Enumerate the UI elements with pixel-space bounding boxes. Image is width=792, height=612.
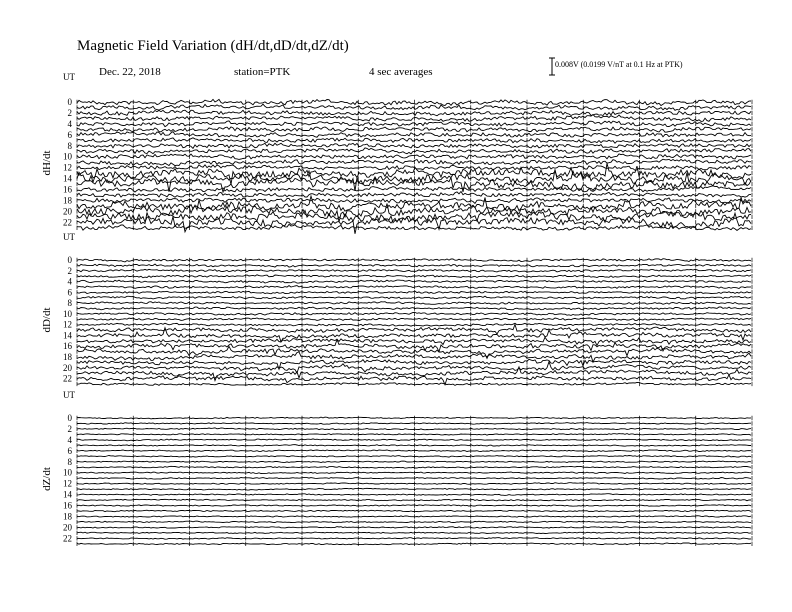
tick-label: 6 — [67, 445, 72, 456]
tick-label: 2 — [67, 107, 72, 118]
trace-dD-dt-11 — [77, 318, 751, 321]
trace-dH-dt-9 — [77, 148, 751, 154]
trace-dD-dt-8 — [77, 302, 751, 305]
trace-dZ-dt-16 — [77, 505, 751, 507]
trace-dH-dt-8 — [77, 143, 751, 148]
trace-dZ-dt-20 — [77, 527, 751, 529]
tick-label: 0 — [67, 413, 72, 423]
tick-label: 16 — [63, 341, 72, 352]
trace-dH-dt-7 — [77, 138, 751, 143]
trace-dZ-dt-2 — [77, 428, 751, 430]
tick-label: 12 — [63, 162, 72, 173]
trace-dZ-dt-1 — [77, 423, 751, 425]
trace-dD-dt-0 — [77, 259, 751, 262]
trace-dZ-dt-14 — [77, 494, 751, 496]
tick-label: 2 — [67, 265, 72, 276]
trace-dH-dt-10 — [77, 154, 751, 160]
averaging-label: 4 sec averages — [369, 66, 433, 78]
trace-dZ-dt-10 — [77, 472, 751, 474]
trace-dH-dt-4 — [77, 121, 751, 127]
tick-label: 10 — [63, 308, 72, 319]
tick-label: 22 — [63, 217, 72, 228]
tick-label: 18 — [63, 351, 72, 362]
trace-dZ-dt-23 — [77, 543, 751, 545]
tick-label: 10 — [63, 151, 72, 162]
tick-label: 20 — [63, 206, 72, 217]
trace-dH-dt-22 — [77, 213, 751, 234]
trace-dH-dt-5 — [77, 127, 751, 132]
trace-dZ-dt-6 — [77, 450, 751, 452]
trace-dD-dt-3 — [77, 275, 751, 278]
station-label: station=PTK — [234, 66, 291, 78]
tick-label: 0 — [67, 255, 72, 265]
trace-dZ-dt-21 — [77, 532, 751, 533]
trace-dH-dt-16 — [77, 186, 751, 192]
trace-dD-dt-6 — [77, 291, 751, 294]
tick-label: 12 — [63, 478, 72, 489]
tick-label: 2 — [67, 423, 72, 434]
tick-label: 10 — [63, 467, 72, 478]
tick-label: 12 — [63, 319, 72, 330]
tick-label: 18 — [63, 511, 72, 522]
tick-label: 8 — [67, 456, 72, 467]
trace-dD-dt-7 — [77, 296, 751, 299]
trace-dD-dt-5 — [77, 286, 751, 289]
trace-dZ-dt-15 — [77, 499, 751, 501]
tick-label: 4 — [67, 276, 72, 287]
trace-dD-dt-1 — [77, 264, 751, 267]
tick-label: 4 — [67, 118, 72, 129]
scale-bar-label: 0.008V (0.0199 V/nT at 0.1 Hz at PTK) — [555, 60, 683, 69]
trace-dH-dt-2 — [77, 110, 751, 116]
tick-label: 8 — [67, 140, 72, 151]
trace-dH-dt-6 — [77, 132, 751, 138]
trace-dH-dt-1 — [77, 104, 751, 110]
ut-label: UT — [63, 232, 75, 242]
tick-label: 16 — [63, 500, 72, 511]
trace-dH-dt-11 — [77, 159, 751, 165]
trace-dH-dt-17 — [77, 192, 751, 198]
trace-dH-dt-3 — [77, 115, 751, 122]
trace-dD-dt-9 — [77, 307, 751, 310]
trace-dZ-dt-5 — [77, 445, 751, 447]
trace-dZ-dt-11 — [77, 478, 751, 480]
tick-label: 4 — [67, 434, 72, 445]
trace-dD-dt-15 — [77, 337, 751, 345]
trace-dD-dt-23 — [77, 383, 751, 386]
tick-label: 22 — [63, 533, 72, 544]
tick-label: 20 — [63, 522, 72, 533]
axis-label-dD-dt: dD/dt — [41, 307, 53, 333]
trace-dZ-dt-0 — [77, 417, 751, 419]
chart-title: Magnetic Field Variation (dH/dt,dD/dt,dZ/dt) — [77, 38, 349, 54]
axis-label-dZ-dt: dZ/dt — [41, 467, 53, 491]
ut-label: UT — [63, 72, 75, 82]
trace-dZ-dt-19 — [77, 521, 751, 523]
trace-dD-dt-4 — [77, 280, 751, 283]
axis-label-dH-dt: dH/dt — [41, 150, 53, 176]
trace-dD-dt-13 — [77, 325, 751, 334]
tick-label: 20 — [63, 362, 72, 373]
trace-dD-dt-10 — [77, 312, 751, 315]
trace-dD-dt-12 — [77, 323, 751, 326]
trace-dD-dt-18 — [77, 352, 751, 362]
trace-dZ-dt-17 — [77, 510, 751, 512]
tick-label: 14 — [63, 173, 72, 184]
date-label: Dec. 22, 2018 — [99, 66, 161, 78]
trace-dZ-dt-18 — [77, 516, 751, 518]
trace-dH-dt-0 — [77, 99, 751, 105]
tick-label: 22 — [63, 373, 72, 384]
trace-dZ-dt-9 — [77, 466, 751, 468]
tick-label: 14 — [63, 330, 72, 341]
trace-dZ-dt-7 — [77, 456, 751, 458]
trace-dZ-dt-12 — [77, 483, 751, 485]
tick-label: 14 — [63, 489, 72, 500]
ut-label: UT — [63, 390, 75, 400]
tick-label: 8 — [67, 298, 72, 309]
tick-label: 18 — [63, 195, 72, 206]
trace-dD-dt-14 — [77, 328, 751, 342]
tick-label: 6 — [67, 287, 72, 298]
trace-dZ-dt-13 — [77, 488, 751, 490]
trace-dZ-dt-8 — [77, 461, 751, 462]
trace-dZ-dt-22 — [77, 538, 751, 540]
tick-label: 0 — [67, 97, 72, 107]
trace-dZ-dt-4 — [77, 439, 751, 441]
tick-label: 16 — [63, 184, 72, 195]
trace-dZ-dt-3 — [77, 434, 751, 436]
trace-dH-dt-19 — [77, 196, 751, 213]
tick-label: 6 — [67, 129, 72, 140]
trace-dD-dt-2 — [77, 269, 751, 272]
